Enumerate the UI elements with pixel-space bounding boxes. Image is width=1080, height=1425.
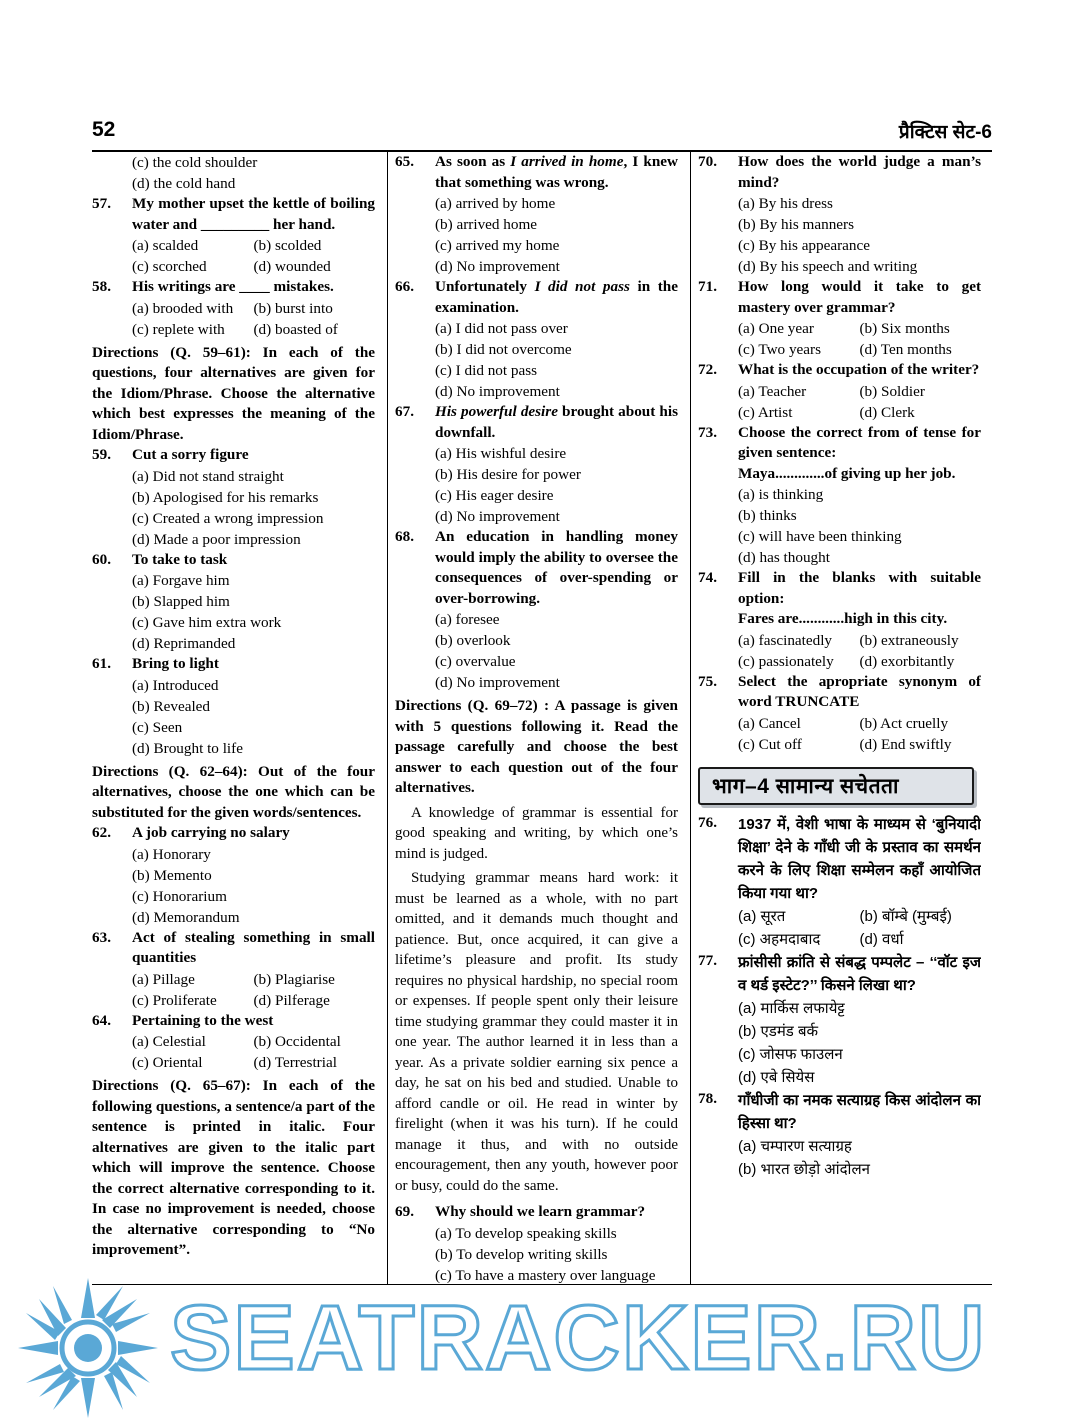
- option-item: (a) Forgave him: [132, 572, 230, 589]
- section-banner-label: भाग–4 सामान्य सचेतता: [712, 774, 899, 798]
- option-item: (c) Oriental: [132, 1054, 203, 1071]
- option-item: (a) मार्किस लफायेट्ट: [738, 999, 845, 1017]
- option-item: (b) Revealed: [132, 697, 211, 715]
- option-item: (c) Artist: [738, 403, 793, 421]
- option-item: (d) No improvement: [435, 674, 560, 691]
- question-73: [698, 423, 981, 464]
- question-text: How long would it take to get mastery over grammar?: [738, 278, 981, 316]
- question-number: 59.: [92, 446, 111, 463]
- option-item: (d) End swiftly: [859, 735, 952, 753]
- option-row: [698, 339, 981, 360]
- option-item: (a) Teacher: [738, 382, 807, 400]
- question-number: 78.: [698, 1089, 717, 1107]
- question-number: 76.: [698, 813, 717, 831]
- option-item: (c) अहमदाबाद: [738, 930, 821, 948]
- option-item: (d) Made a poor impression: [132, 530, 301, 548]
- option-item: (c) Created a wrong impression: [132, 509, 324, 527]
- footer-divider: [92, 1284, 992, 1285]
- option-item: (a) brooded with: [132, 299, 234, 317]
- option-item: (c) Proliferate: [132, 991, 217, 1009]
- question-number: 71.: [698, 278, 717, 295]
- question-71: [698, 277, 981, 318]
- question-75: [698, 672, 981, 713]
- option-item: (b) arrived home: [435, 216, 538, 233]
- question-number: 61.: [92, 655, 111, 672]
- option-item: (d) has thought: [738, 549, 830, 566]
- option-item: (c) the cold shoulder: [132, 154, 258, 171]
- option-item: (d) the cold hand: [132, 175, 236, 192]
- option-item: (d) Pilferage: [253, 991, 330, 1009]
- option-item: (c) scorched: [132, 258, 207, 275]
- question-72: [698, 360, 981, 381]
- option-item: (c) His eager desire: [435, 487, 554, 504]
- option-item: (a) foresee: [435, 611, 500, 628]
- option-row: [698, 928, 981, 951]
- option-row: [92, 1052, 375, 1073]
- option-row: [92, 319, 375, 340]
- option-item: (c) Cut off: [738, 735, 802, 753]
- directions-59-61: Directions (Q. 59–61): In each of the questions, four alternatives are given for the Idiom/Phrase. Choose the alternative which best expresses the meaning of the Idiom/Phrase.: [92, 343, 375, 443]
- question-text: 1937 में, वेशी भाषा के माध्यम से ‘बुनियादी शिक्षा’ देने के गाँधी जी के प्रस्ताव का समर्थन करने के लिए शिक्षा सम्मेलन कहाँ आयोजित किया गया था?: [738, 815, 981, 902]
- directions-65-67: Directions (Q. 65–67): In each of the following questions, a sentence/a part of the sentence is printed in italic. Four alternatives are given to the italic part which will improve the sentence. Choose the correct alternative corresponding to it. In case no improvement is needed, choose the alternative corresponding to “No improvement”.: [92, 1077, 375, 1258]
- option-row: [698, 651, 981, 672]
- question-text: What is the occupation of the writer?: [738, 361, 980, 378]
- option-item: (d) By his speech and writing: [738, 258, 918, 275]
- option-item: (b) His desire for power: [435, 466, 581, 483]
- option-item: (d) No improvement: [435, 383, 560, 400]
- question-text: Why should we learn grammar?: [435, 1203, 646, 1220]
- question-76: [698, 813, 981, 905]
- option-item: (b) To develop writing skills: [435, 1245, 608, 1263]
- option-item: (a) Introduced: [132, 676, 219, 694]
- option-item: (a) सूरत: [738, 907, 786, 925]
- option-item: (d) वर्धा: [859, 930, 904, 948]
- question-text: Unfortunately I did not pass in the examination.: [435, 278, 678, 316]
- question-text: His powerful desire brought about his downfall.: [435, 403, 678, 441]
- option-item: (a) Did not stand straight: [132, 467, 284, 485]
- question-number: 68.: [395, 528, 414, 545]
- option-item: (c) Two years: [738, 341, 821, 358]
- option-item: (a) Celestial: [132, 1033, 206, 1050]
- option-item: (b) भारत छोड़ो आंदोलन: [738, 1160, 870, 1178]
- question-57: [92, 194, 375, 235]
- option-item: (a) His wishful desire: [435, 445, 567, 462]
- option-item: (b) overlook: [435, 632, 511, 649]
- question-61: [92, 654, 375, 675]
- question-number: 66.: [395, 278, 414, 295]
- header-title: प्रैक्टिस सेट-6: [898, 122, 992, 143]
- question-text: My mother upset the kettle of boiling water and _________ her hand.: [132, 195, 375, 233]
- question-text: फ्रांसीसी क्रांति से संबद्ध पम्पलेट – ‘‘वॉट इज व थर्ड इस्टेट?’’ किसने लिखा था?: [738, 953, 981, 994]
- option-item: (c) I did not pass: [435, 362, 538, 379]
- option-item: (a) Pillage: [132, 970, 195, 988]
- option-item: (a) scalded: [132, 237, 199, 254]
- question-text: An education in handling money would imply the ability to oversee the consequences of over-spending or over-borrowing.: [435, 528, 678, 607]
- option-item: (d) Ten months: [859, 341, 952, 358]
- option-item: (d) wounded: [253, 258, 331, 275]
- question-63: [92, 928, 375, 969]
- option-item: (c) To have a mastery over language: [435, 1266, 656, 1284]
- question-64: [92, 1011, 375, 1032]
- question-text: To take to task: [132, 550, 228, 568]
- option-row: [92, 256, 375, 277]
- option-item: (d) Brought to life: [132, 739, 243, 757]
- question-subtext: Maya.............of giving up her job.: [738, 464, 956, 482]
- option-item: (b) By his manners: [738, 216, 854, 233]
- option-item: (b) Plagiarise: [253, 970, 335, 988]
- question-text: Choose the correct from of tense for given sentence:: [738, 423, 981, 461]
- option-item: (b) Soldier: [859, 382, 925, 400]
- section-banner: [698, 767, 974, 805]
- question-text: His writings are ____ mistakes.: [132, 278, 334, 295]
- question-67: [395, 402, 678, 443]
- option-row: [698, 713, 981, 734]
- column-1: [92, 152, 375, 1284]
- option-item: (b) thinks: [738, 507, 797, 524]
- option-item: (d) Clerk: [859, 403, 915, 421]
- question-59: [92, 445, 375, 466]
- question-number: 60.: [92, 550, 111, 568]
- option-row: [698, 318, 981, 339]
- option-item: (a) By his dress: [738, 195, 833, 212]
- question-73-sentence: [698, 464, 981, 485]
- option-item: (d) एबे सियेस: [738, 1068, 815, 1086]
- option-item: (c) overvalue: [435, 653, 516, 670]
- option-item: (a) is thinking: [738, 486, 824, 503]
- option-item: (a) I did not pass over: [435, 320, 568, 337]
- question-78: [698, 1089, 981, 1135]
- question-text: गाँधीजी का नमक सत्याग्रह किस आंदोलन का हिस्सा था?: [738, 1091, 981, 1132]
- question-text: How does the world judge a man’s mind?: [738, 153, 981, 191]
- option-item: (a) To develop speaking skills: [435, 1224, 617, 1242]
- question-number: 72.: [698, 361, 717, 378]
- option-item: (d) Terrestrial: [253, 1054, 337, 1071]
- question-text: A job carrying no salary: [132, 824, 290, 841]
- question-69: [395, 1202, 678, 1223]
- passage-paragraph-2: Studying grammar means hard work: it must be learned as a whole, with no part omitted, and it demands much thought and patience. But, once acquired, it can give a lifetime’s pleasure and profit. Its study requires no physical hardship, no special room or expenses. If people spent only their leisure time studying grammar they could master it in one year. The author learned it in less than a year. As a private soldier earning six pence a day, he sat on his bed and studied. Unable to afford candle or oil. He read in winter by firelight (when it was his turn). If he could manage it thus, and with no outside encouragement, then any youth, however poor or busy, could do the same.: [395, 870, 678, 1194]
- option-item: (b) Apologised for his remarks: [132, 488, 319, 506]
- option-item: (b) बॉम्बे (मुम्बई): [859, 907, 952, 925]
- option-item: (d) Reprimanded: [132, 635, 236, 652]
- option-row: [698, 905, 981, 928]
- option-item: (a) Cancel: [738, 714, 801, 732]
- question-number: 74.: [698, 569, 717, 586]
- question-77: [698, 951, 981, 997]
- question-text: Pertaining to the west: [132, 1011, 274, 1029]
- question-subtext: Fares are............high in this city.: [738, 610, 948, 627]
- option-item: (b) Memento: [132, 866, 212, 884]
- option-row: [92, 298, 375, 319]
- page-number: 52: [92, 118, 116, 141]
- question-text: Cut a sorry figure: [132, 446, 249, 463]
- option-item: (d) No improvement: [435, 508, 560, 525]
- option-item: (c) जोसफ फाउलन: [738, 1045, 843, 1063]
- question-number: 67.: [395, 403, 414, 420]
- option-item: (b) I did not overcome: [435, 341, 572, 358]
- option-item: (b) extraneously: [859, 631, 959, 649]
- question-number: 62.: [92, 824, 111, 841]
- question-number: 58.: [92, 278, 111, 295]
- directions-62-64: Directions (Q. 62–64): Out of the four alternatives, choose the one which can be substituted for the given words/sentences.: [92, 762, 375, 821]
- sunburst-icon: [18, 1278, 158, 1418]
- question-60: [92, 550, 375, 571]
- watermark-text: SEATRACKER.RU: [170, 1287, 987, 1389]
- question-number: 73.: [698, 423, 717, 441]
- question-number: 77.: [698, 951, 717, 969]
- directions-69-72: Directions (Q. 69–72) : A passage is given with 5 questions following it. Read the passage carefully and choose the best answer to each question out of the four alternatives.: [395, 697, 678, 796]
- option-item: (c) Seen: [132, 718, 183, 736]
- option-item: (c) passionately: [738, 652, 834, 670]
- option-item: (a) fascinatedly: [738, 631, 833, 649]
- option-row: [698, 630, 981, 651]
- passage-paragraph-1: A knowledge of grammar is essential for good speaking and writing, by which one’s mind is judged.: [395, 804, 678, 862]
- option-item: (b) burst into: [253, 299, 333, 317]
- question-text: Fill in the blanks with suitable option:: [738, 569, 981, 607]
- question-text: Bring to light: [132, 655, 219, 672]
- option-row: [698, 734, 981, 755]
- option-item: (b) Slapped him: [132, 593, 230, 610]
- option-item: (c) Honorarium: [132, 887, 227, 905]
- option-item: (a) arrived by home: [435, 195, 556, 212]
- question-66: [395, 277, 678, 318]
- question-text: Select the apropriate synonym of word TRUNCATE: [738, 672, 981, 710]
- option-row: [92, 969, 375, 990]
- question-number: 75.: [698, 672, 717, 690]
- option-row: [92, 1031, 375, 1052]
- question-65: [395, 152, 678, 193]
- question-text: Act of stealing something in small quantities: [132, 928, 375, 966]
- option-item: (b) Six months: [859, 320, 950, 337]
- option-item: (a) One year: [738, 320, 814, 337]
- option-item: (c) Gave him extra work: [132, 614, 282, 631]
- option-item: (c) By his appearance: [738, 237, 870, 254]
- option-item: (c) arrived my home: [435, 237, 560, 254]
- option-item: (a) चम्पारण सत्याग्रह: [738, 1137, 852, 1155]
- option-item: (c) will have been thinking: [738, 528, 902, 545]
- question-number: 57.: [92, 195, 111, 212]
- option-item: (b) एडमंड बर्क: [738, 1022, 819, 1040]
- question-text: As soon as I arrived in home, I knew that something was wrong.: [435, 153, 678, 191]
- option-row: [698, 402, 981, 423]
- question-68: [395, 527, 678, 609]
- option-item: (b) Act cruelly: [859, 714, 949, 732]
- columns-container: [92, 152, 992, 1284]
- option-item: (d) No improvement: [435, 258, 560, 275]
- question-number: 63.: [92, 928, 111, 946]
- question-74: [698, 568, 981, 609]
- option-item: (a) Honorary: [132, 845, 211, 863]
- option-row: [698, 381, 981, 402]
- question-58: [92, 277, 375, 298]
- watermark: [0, 1272, 1080, 1425]
- page-header: [92, 118, 992, 148]
- column-3: [698, 152, 981, 1284]
- question-70: [698, 152, 981, 193]
- option-item: (d) Memorandum: [132, 908, 240, 926]
- option-item: (d) exorbitantly: [859, 652, 955, 670]
- question-number: 70.: [698, 153, 717, 170]
- question-number: 64.: [92, 1011, 111, 1029]
- question-number: 65.: [395, 153, 414, 170]
- option-item: (b) Occidental: [253, 1033, 341, 1050]
- question-number: 69.: [395, 1203, 414, 1220]
- option-item: (b) scolded: [253, 237, 322, 254]
- option-row: [92, 990, 375, 1011]
- column-2: [395, 152, 678, 1284]
- question-74-sentence: [698, 609, 981, 630]
- option-item: (d) boasted of: [253, 320, 338, 338]
- option-row: [92, 235, 375, 256]
- question-62: [92, 823, 375, 844]
- option-item: (c) replete with: [132, 320, 225, 338]
